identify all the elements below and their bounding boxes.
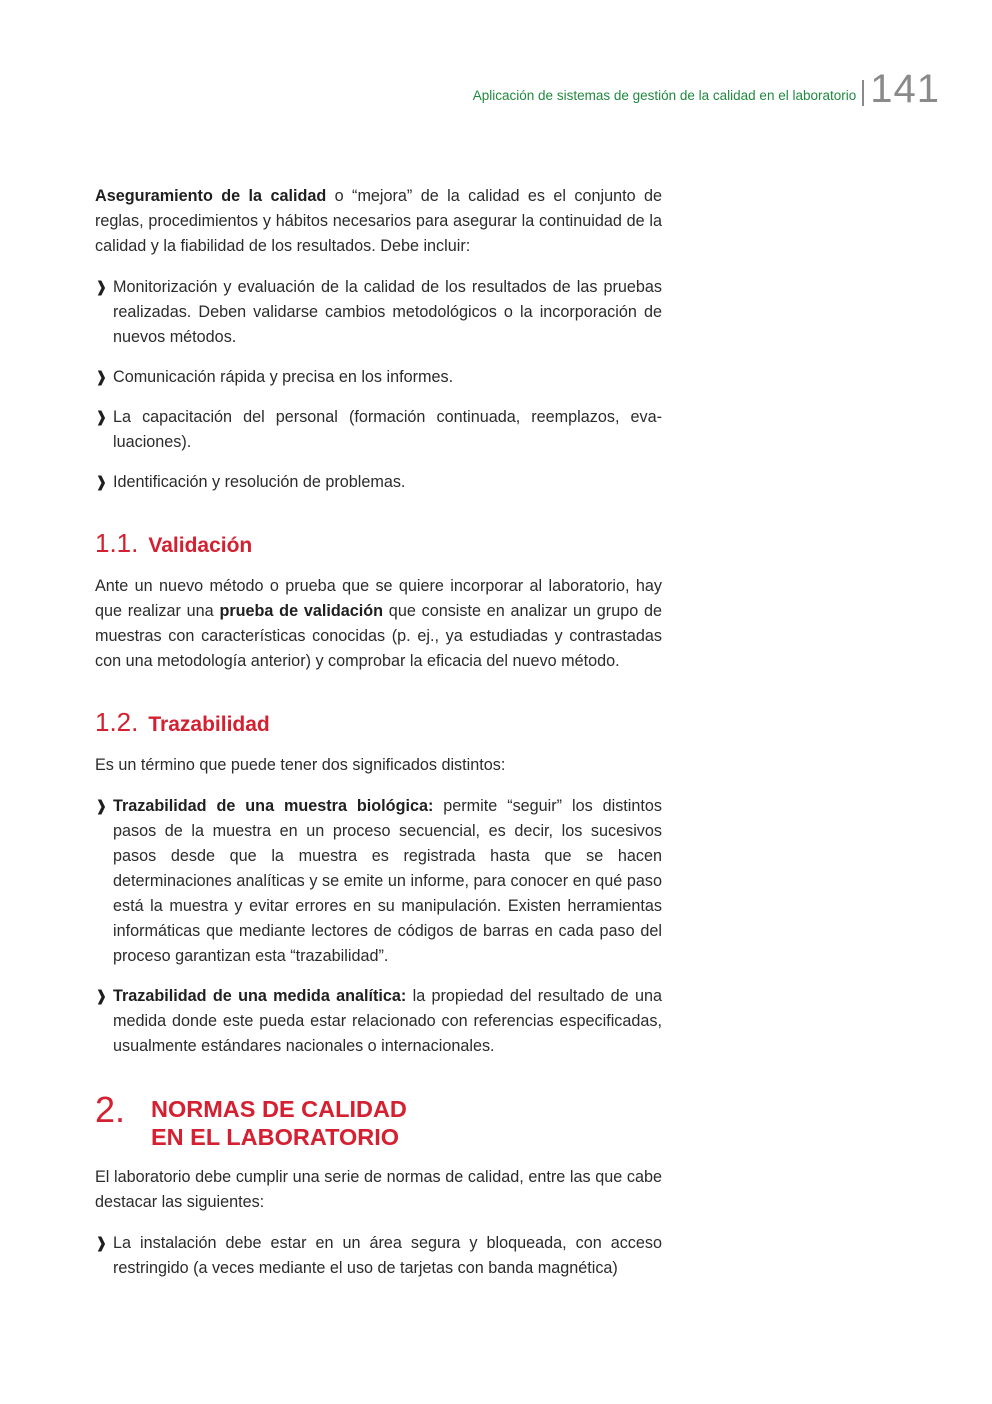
paragraph-text: Ante un nuevo método o prueba que se quiere incorporar al laboratorio, hay que realizar una bbox=[95, 577, 662, 620]
page-number: 141 bbox=[870, 67, 940, 111]
bullet-icon: ❱ bbox=[95, 279, 108, 296]
list-item bbox=[95, 984, 662, 1059]
list-item-term: Trazabilidad de una muestra biológica: bbox=[113, 797, 434, 815]
paragraph-text: que consiste en analizar un grupo de muestras con características conocidas (p. ej., ya estudiadas y contrastadas con una metodología anterior) y comprobar la eficacia del nuevo método. bbox=[95, 602, 662, 670]
list-item bbox=[95, 794, 662, 969]
validacion-term: prueba de validación bbox=[219, 602, 384, 620]
bullet-icon: ❱ bbox=[95, 474, 108, 491]
section-number: 1.1. bbox=[95, 528, 139, 558]
section-heading-trazabilidad bbox=[95, 708, 662, 739]
normas-intro: El laboratorio debe cumplir una serie de normas de calidad, entre las que cabe destacar las siguientes: bbox=[95, 1168, 662, 1211]
bullet-icon: ❱ bbox=[95, 988, 108, 1005]
list-item-term: Trazabilidad de una medida analítica: bbox=[113, 987, 407, 1005]
section-number: 1.2. bbox=[95, 707, 139, 737]
list-item-text: permite “seguir” los distintos pasos de la muestra en un proceso secuencial, es decir, los sucesivos pasos desde que la muestra es registrada hasta que se hacen determinaciones analíticas y se emite un informe, para conocer en qué paso está la muestra y evitar errores en su manipulación. Existen herramientas informáticas que mediante lectores de códigos de barras en cada paso del proceso garantizan esta “trazabilidad”. bbox=[113, 797, 662, 965]
chapter-title-line: NORMAS DE CALIDAD bbox=[151, 1096, 407, 1122]
bullet-icon: ❱ bbox=[95, 798, 108, 815]
running-title: Aplicación de sistemas de gestión de la calidad en el laboratorio bbox=[472, 88, 857, 103]
chapter-title-line: EN EL LABORATORIO bbox=[151, 1124, 400, 1150]
list-item bbox=[95, 365, 662, 390]
running-header bbox=[472, 67, 940, 111]
chapter-number: 2. bbox=[95, 1089, 126, 1130]
list-item-text: Identificación y resolución de problemas. bbox=[113, 473, 406, 491]
intro-paragraph bbox=[95, 184, 662, 259]
intro-text: o “mejora” de la calidad es el conjunto de reglas, procedimientos y hábitos necesarios para asegurar la continuidad de la calidad y la fiabilidad de los resultados. Debe incluir: bbox=[95, 187, 662, 255]
section-title: Trazabilidad bbox=[148, 713, 270, 736]
intro-bullet-list bbox=[95, 275, 662, 495]
trazabilidad-bullet-list bbox=[95, 794, 662, 1059]
list-item bbox=[95, 405, 662, 455]
intro-term: Aseguramiento de la calidad bbox=[95, 187, 327, 205]
list-item-text: La capacitación del personal (formación continuada, reemplazos, evaluaciones). bbox=[113, 408, 662, 451]
main-content bbox=[95, 184, 662, 1296]
chapter-heading-normas bbox=[95, 1089, 662, 1151]
bullet-icon: ❱ bbox=[95, 369, 108, 386]
list-item-text: Monitorización y evaluación de la calidad de los resultados de las pruebas realizadas. Deben validarse cambios metodológicos o la incorporación de nuevos métodos. bbox=[113, 278, 662, 346]
validacion-paragraph bbox=[95, 574, 662, 674]
bullet-icon: ❱ bbox=[95, 409, 108, 426]
list-item-text: la propiedad del resultado de una medida donde este pueda estar relacionado con referencias especificadas, usualmente estándares nacionales o internacionales. bbox=[113, 987, 662, 1055]
trazabilidad-intro: Es un término que puede tener dos significados distintos: bbox=[95, 756, 506, 774]
normas-bullet-list bbox=[95, 1231, 662, 1281]
list-item bbox=[95, 470, 662, 495]
chapter-title bbox=[151, 1095, 407, 1151]
list-item-text: Comunicación rápida y precisa en los informes. bbox=[113, 368, 454, 386]
list-item-text: La instalación debe estar en un área segura y bloqueada, con acceso restringido (a veces mediante el uso de tarjetas con banda magnética) bbox=[113, 1234, 662, 1277]
header-separator bbox=[862, 80, 864, 106]
section-heading-validacion bbox=[95, 529, 662, 560]
section-title: Validación bbox=[148, 534, 253, 557]
list-item bbox=[95, 275, 662, 350]
list-item bbox=[95, 1231, 662, 1281]
bullet-icon: ❱ bbox=[95, 1235, 108, 1252]
